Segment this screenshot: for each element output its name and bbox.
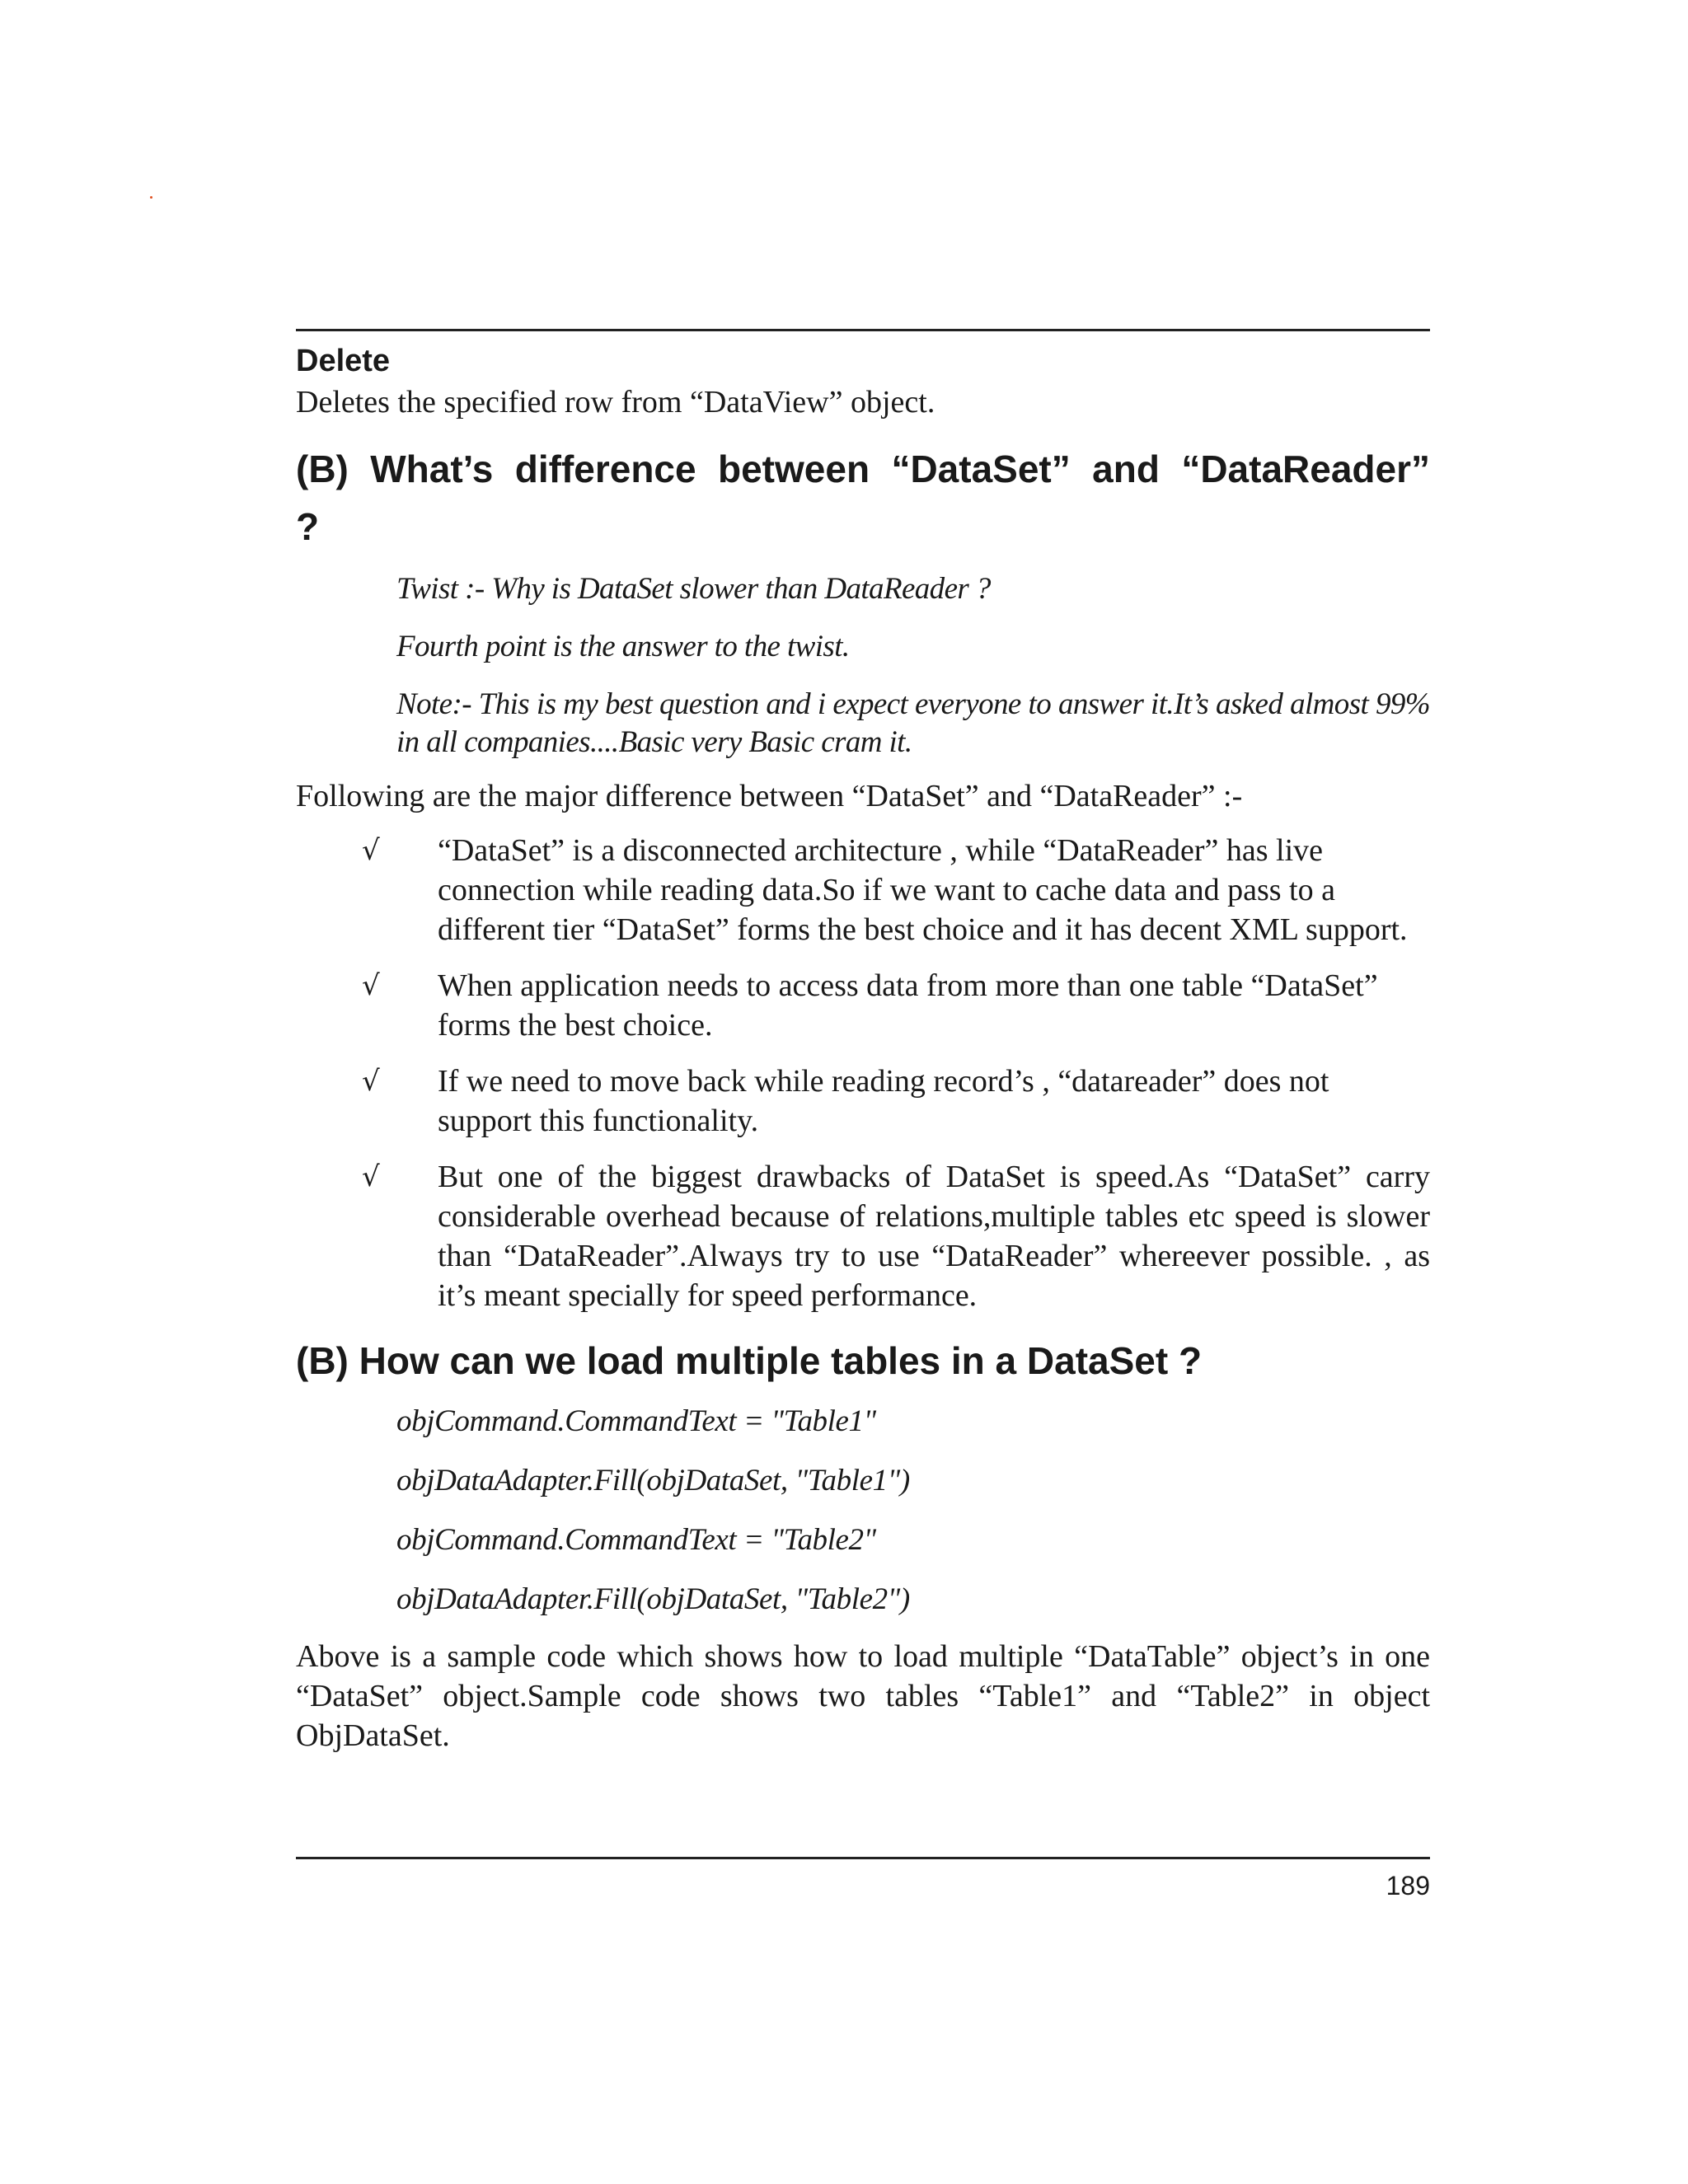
list-item [296, 831, 1430, 949]
code-line: objDataAdapter.Fill(objDataSet, "Table2") [396, 1582, 910, 1616]
check-icon: √ [362, 969, 380, 1002]
check-icon: √ [362, 1065, 380, 1098]
stray-mark [150, 196, 152, 199]
bullet-text: When application needs to access data from more than one table “DataSet” forms the best choice. [438, 968, 1378, 1043]
list-item [296, 1157, 1430, 1315]
page-number: 189 [1386, 1871, 1430, 1900]
bottom-rule [296, 1857, 1430, 1859]
bullet-text: “DataSet” is a disconnected architecture , while “DataReader” has live connection while reading data.So if we want to cache data and pass to a different tier “DataSet” forms the best choice and it has decent XML support. [438, 833, 1408, 947]
differences-list [296, 831, 1430, 1315]
question1-heading: (B) What’s difference between “DataSet” and “DataReader” [296, 448, 1430, 490]
question2-heading: (B) How can we load multiple tables in a DataSet ? [296, 1339, 1203, 1382]
bullet-text: If we need to move back while reading record’s , “datareader” does not support this functionality. [438, 1064, 1329, 1138]
code-explanation: Above is a sample code which shows how to load multiple “DataTable” object’s in one “DataSet” object.Sample code shows two tables “Table1” and “Table2” in object ObjDataSet. [296, 1639, 1430, 1753]
bullet-text: But one of the biggest drawbacks of DataSet is speed.As “DataSet” carry considerable overhead because of relations,multiple tables etc speed is slower than “DataReader”.Always try to use “DataReader” whereever possible. , as it’s meant specially for speed performance. [438, 1160, 1430, 1313]
twist-note: Twist :- Why is DataSet slower than DataReader ? [396, 572, 991, 606]
check-icon: √ [362, 834, 380, 867]
author-note: Note:- This is my best question and i expect everyone to answer it.It’s asked almost 99% in all companies....Basic very Basic cram it. [396, 687, 1430, 759]
delete-heading: Delete [296, 344, 391, 378]
list-item [296, 966, 1430, 1045]
code-line: objDataAdapter.Fill(objDataSet, "Table1") [396, 1464, 910, 1497]
delete-description: Deletes the specified row from “DataView” object. [296, 385, 935, 419]
list-item [296, 1062, 1430, 1141]
code-line: objCommand.CommandText = "Table2" [396, 1523, 876, 1557]
check-icon: √ [362, 1160, 380, 1193]
top-rule [296, 329, 1430, 331]
differences-intro: Following are the major difference between “DataSet” and “DataReader” :- [296, 779, 1243, 813]
question1-heading-mark: ? [296, 505, 320, 548]
code-line: objCommand.CommandText = "Table1" [396, 1404, 876, 1438]
page-content [296, 340, 1430, 1755]
fourth-point-note: Fourth point is the answer to the twist. [396, 630, 850, 663]
